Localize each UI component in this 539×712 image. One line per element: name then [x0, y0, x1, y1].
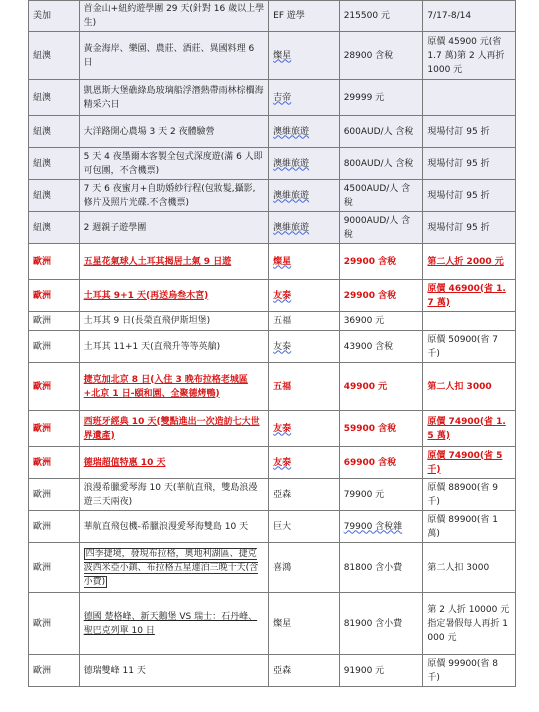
- region-cell: 歐洲: [29, 280, 80, 312]
- note-cell: 7/17-8/14: [423, 1, 516, 32]
- note-cell: [423, 244, 516, 280]
- tour-cell: [79, 593, 269, 655]
- note-cell: 現場付訂 95 折: [423, 148, 516, 180]
- agency-text: 友泰: [273, 290, 292, 301]
- note-text: 第二人折 2000 元: [427, 256, 504, 267]
- table-row: [29, 479, 516, 511]
- agency-cell: [269, 280, 340, 312]
- tour-cell: 5 天 4 夜墨爾本客製全包式深度遊(滿 6 人即可包團，不含機票): [79, 148, 269, 180]
- table-row: [29, 543, 516, 593]
- region-cell: 歐洲: [29, 593, 80, 655]
- price-cell: 69900 含稅: [339, 447, 423, 479]
- note-cell: 原價 89900(省 1 萬): [423, 511, 516, 543]
- note-cell: 現場付訂 95 折: [423, 212, 516, 244]
- tour-price-sheet: [28, 0, 516, 687]
- table-row: [29, 32, 516, 80]
- agency-cell: 亞森: [269, 479, 340, 511]
- table-row: [29, 148, 516, 180]
- price-cell: 9000AUD/人 含稅: [339, 212, 423, 244]
- tour-cell: [79, 411, 269, 447]
- tour-cell: 德瑞雙峰 11 天: [79, 655, 269, 687]
- tour-cell: 土耳其 9 日(長榮直飛伊斯坦堡): [79, 312, 269, 331]
- table-row: [29, 447, 516, 479]
- region-cell: 歐洲: [29, 479, 80, 511]
- tour-cell: [79, 280, 269, 312]
- region-cell: 歐洲: [29, 511, 80, 543]
- note-text: 原價 74900(省 1.5 萬): [427, 416, 506, 441]
- region-cell: 紐澳: [29, 212, 80, 244]
- agency-cell: 五福: [269, 363, 340, 411]
- price-cell: 29900 含稅: [339, 280, 423, 312]
- price-cell: 59900 含稅: [339, 411, 423, 447]
- agency-cell: [269, 447, 340, 479]
- region-cell: 紐澳: [29, 180, 80, 212]
- price-cell: 4500AUD/人 含稅: [339, 180, 423, 212]
- agency-text: 澳維旅遊: [273, 126, 310, 137]
- agency-cell: 巨大: [269, 511, 340, 543]
- agency-cell: 五福: [269, 312, 340, 331]
- note-cell: [423, 411, 516, 447]
- note-cell: [423, 280, 516, 312]
- tour-text: 德國 楚格峰、新天鵝堡 VS 瑞士：石丹峰、聖巴克列單 10 日: [83, 611, 258, 636]
- agency-text: 吉帝: [273, 92, 292, 103]
- agency-cell: [269, 411, 340, 447]
- tour-text: 五星花氣球人土耳其揭居土氣 9 日遊: [83, 256, 232, 267]
- agency-text: 澳維旅遊: [273, 222, 310, 233]
- agency-text: 燦星: [273, 256, 292, 267]
- tour-cell: 土耳其 11+1 天(直飛升等等英艙): [79, 331, 269, 363]
- region-cell: 歐洲: [29, 655, 80, 687]
- agency-cell: [269, 180, 340, 212]
- tour-cell: 2 週親子遊學團: [79, 212, 269, 244]
- note-cell: 第 2 人折 10000 元 指定暑假每人再折 1000 元: [423, 593, 516, 655]
- price-cell: 91900 元: [339, 655, 423, 687]
- table-row: [29, 312, 516, 331]
- agency-cell: 燦星: [269, 593, 340, 655]
- note-cell: 第二人扣 3000: [423, 363, 516, 411]
- tour-cell: 首金山+紐約遊學團 29 天(針對 16 歲以上學生): [79, 1, 269, 32]
- agency-text: 友泰: [273, 341, 292, 352]
- agency-cell: 亞森: [269, 655, 340, 687]
- agency-cell: [269, 331, 340, 363]
- price-cell: 800AUD/人 含稅: [339, 148, 423, 180]
- note-cell: 原價 99900(省 8 千): [423, 655, 516, 687]
- agency-cell: [269, 148, 340, 180]
- agency-cell: [269, 32, 340, 80]
- agency-text: 燦星: [273, 50, 292, 61]
- tour-cell: [79, 244, 269, 280]
- price-cell: 215500 元: [339, 1, 423, 32]
- tour-text: 捷克加北京 8 日(入住 3 晚布拉格老城區+北京 1 日-頤和園、全聚德烤鴨): [83, 374, 248, 399]
- table-row: [29, 363, 516, 411]
- note-cell: 現場付訂 95 折: [423, 180, 516, 212]
- table-row: [29, 1, 516, 32]
- price-cell: 43900 含稅: [339, 331, 423, 363]
- table-row: [29, 655, 516, 687]
- note-cell: [423, 447, 516, 479]
- region-cell: 歐洲: [29, 363, 80, 411]
- tour-cell: 7 天 6 夜蜜月+自助婚紗行程(包妝髮,攝影,修片及照片光碟.不含機票): [79, 180, 269, 212]
- agency-cell: [269, 244, 340, 280]
- region-cell: 歐洲: [29, 331, 80, 363]
- tour-cell: 華航直飛包機-希臘浪漫愛琴海雙島 10 天: [79, 511, 269, 543]
- note-text: 原價 46900(省 1.7 萬): [427, 283, 506, 308]
- note-cell: 原價 88900(省 9 千): [423, 479, 516, 511]
- price-cell: 29999 元: [339, 80, 423, 116]
- table-row: [29, 411, 516, 447]
- tour-cell: 大洋路開心農場 3 天 2 夜體驗營: [79, 116, 269, 148]
- table-row: [29, 180, 516, 212]
- region-cell: 歐洲: [29, 244, 80, 280]
- price-cell: 28900 含稅: [339, 32, 423, 80]
- tour-text: 土耳其 9+1 天(再送烏叁木宮): [83, 290, 209, 301]
- table-row: [29, 244, 516, 280]
- region-cell: 紐澳: [29, 32, 80, 80]
- price-cell: 79900 元: [339, 479, 423, 511]
- price-cell: 49900 元: [339, 363, 423, 411]
- price-cell: [339, 511, 423, 543]
- table-row: [29, 212, 516, 244]
- tour-text: 四季捷境，發現布拉格，奧地利湖區、捷克波西米亞小鎮、布拉格五星連泊三晚十天(含小費): [83, 548, 259, 587]
- agency-cell: [269, 80, 340, 116]
- tour-table: [28, 0, 516, 687]
- table-row: [29, 331, 516, 363]
- table-row: [29, 80, 516, 116]
- tour-cell: [79, 543, 269, 593]
- region-cell: 歐洲: [29, 447, 80, 479]
- note-cell: [423, 312, 516, 331]
- tour-text: 西班牙經典 10 天(雙點進出一次造訪七大世界遺產): [83, 416, 260, 441]
- region-cell: 歐洲: [29, 312, 80, 331]
- price-text: 79900 含稅雜: [343, 521, 403, 532]
- agency-cell: [269, 212, 340, 244]
- tour-cell: 黃金海岸、樂園、農莊、酒莊、異國料理 6 日: [79, 32, 269, 80]
- note-cell: 原價 50900(省 7 千): [423, 331, 516, 363]
- region-cell: 美加: [29, 1, 80, 32]
- tour-cell: [79, 363, 269, 411]
- price-cell: 36900 元: [339, 312, 423, 331]
- note-cell: 第二人扣 3000: [423, 543, 516, 593]
- table-row: [29, 280, 516, 312]
- price-cell: 81800 含小費: [339, 543, 423, 593]
- agency-cell: [269, 116, 340, 148]
- region-cell: 紐澳: [29, 80, 80, 116]
- agency-text: 友泰: [273, 423, 292, 434]
- table-row: [29, 593, 516, 655]
- agency-cell: 喜鴻: [269, 543, 340, 593]
- note-cell: [423, 80, 516, 116]
- table-row: [29, 116, 516, 148]
- price-cell: 600AUD/人 含稅: [339, 116, 423, 148]
- region-cell: 歐洲: [29, 543, 80, 593]
- note-text: 原價 74900(省 5 千): [427, 450, 503, 475]
- table-row: [29, 511, 516, 543]
- agency-text: 澳維旅遊: [273, 190, 310, 201]
- tour-cell: 浪漫希臘愛琴海 10 天(華航直飛，雙島浪漫遊三天兩夜): [79, 479, 269, 511]
- tour-cell: [79, 447, 269, 479]
- note-cell: 現場付訂 95 折: [423, 116, 516, 148]
- region-cell: 紐澳: [29, 116, 80, 148]
- tour-text: 德瑞超值特惠 10 天: [83, 457, 166, 468]
- agency-text: 友泰: [273, 457, 292, 468]
- agency-cell: EF 遊學: [269, 1, 340, 32]
- region-cell: 紐澳: [29, 148, 80, 180]
- price-cell: 81900 含小費: [339, 593, 423, 655]
- tour-cell: 凱恩斯大堡礁綠島玻璃船浮潛熱帶雨林棕櫚海精采六日: [79, 80, 269, 116]
- region-cell: 歐洲: [29, 411, 80, 447]
- price-cell: 29900 含稅: [339, 244, 423, 280]
- note-cell: 原價 45900 元(省 1.7 萬)第 2 人再折 1000 元: [423, 32, 516, 80]
- agency-text: 澳維旅遊: [273, 158, 310, 169]
